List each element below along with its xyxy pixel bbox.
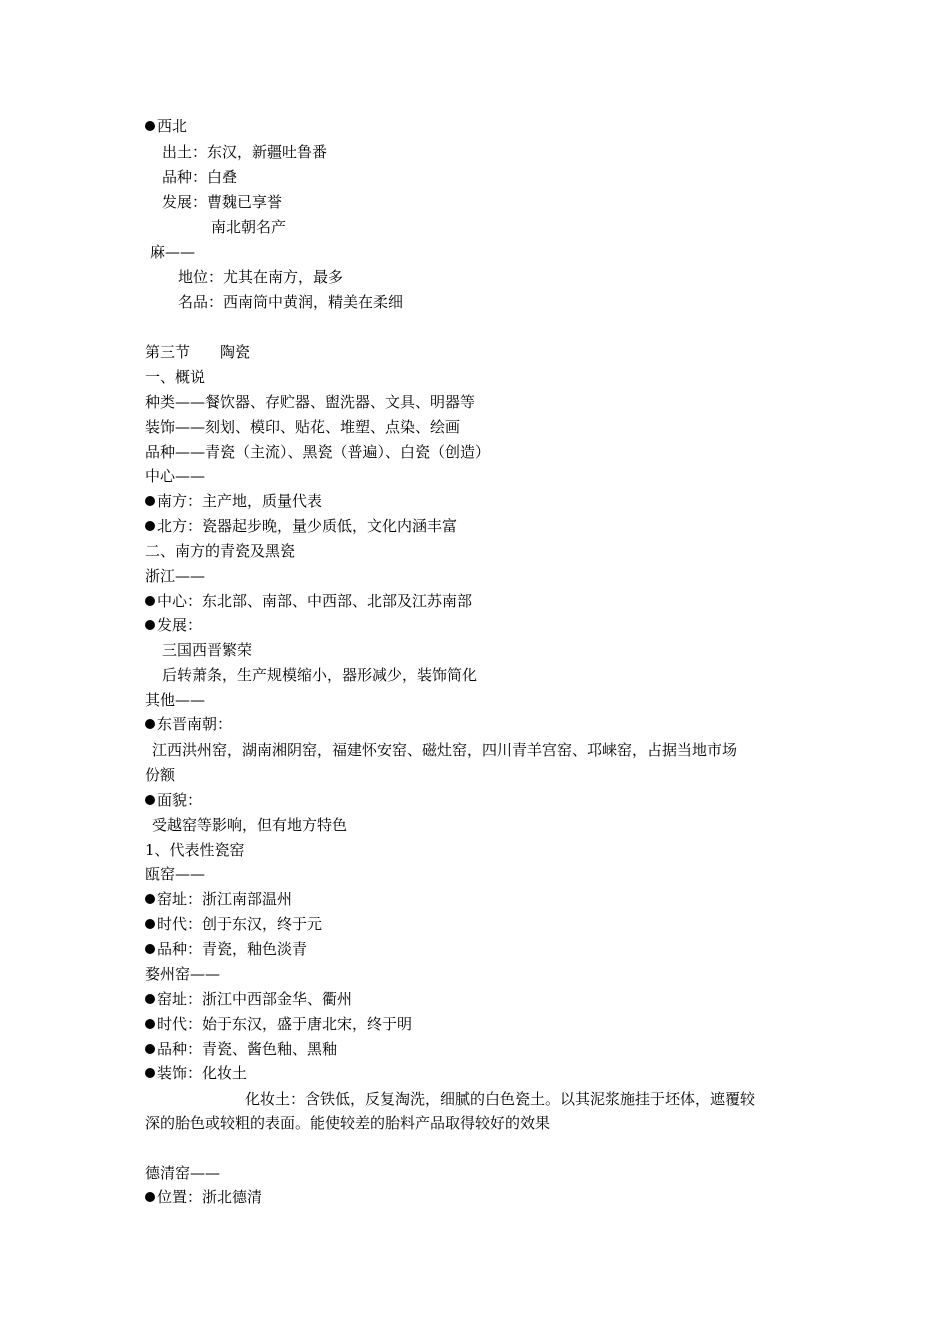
bullet-icon (145, 1068, 155, 1078)
line-text: 时代：始于东汉，盛于唐北宋，终于明 (157, 1015, 413, 1033)
line-qita (145, 690, 205, 710)
bullet-icon (145, 719, 155, 729)
bullet-icon (145, 121, 155, 131)
line-text: 名品：西南筒中黄润，精美在柔细 (178, 293, 404, 311)
line-text: 出土：东汉，新疆吐鲁番 (162, 143, 328, 161)
line-xibei (145, 116, 187, 136)
line-text: 品种——青瓷（主流）、黑瓷（普遍）、白瓷（创造） (145, 443, 491, 461)
subsection-heading-2 (145, 541, 295, 561)
line-fazhan (162, 192, 282, 212)
line-pinzhong-2 (145, 442, 490, 462)
line-beifang (145, 516, 457, 536)
line-ouyao (145, 864, 205, 884)
line-text: 北方：瓷器起步晚，量少质低，文化内涵丰富 (157, 517, 458, 535)
line-text: 中心：东北部、南部、中西部、北部及江苏南部 (157, 592, 473, 610)
bullet-icon (145, 1019, 155, 1029)
line-text: 深的胎色或较粗的表面。能使较差的胎料产品取得较好的效果 (145, 1114, 551, 1132)
line-shouyue (152, 815, 347, 835)
line-zhongxin-2 (145, 591, 472, 611)
line-huazhuangtu (245, 1089, 755, 1109)
line-shendetai (145, 1113, 550, 1133)
line-shidai-2 (145, 1014, 412, 1034)
line-pinzhong-3 (145, 939, 307, 959)
subsection-heading (145, 367, 205, 387)
line-text: 时代：创于东汉，终于元 (157, 915, 323, 933)
line-zhonglei (145, 392, 475, 412)
line-fene (145, 765, 175, 785)
line-text: 1、代表性瓷窑 (145, 841, 245, 859)
line-text: 窑址：浙江中西部金华、衢州 (157, 990, 353, 1008)
section-heading (145, 342, 250, 362)
line-text: 份额 (145, 766, 176, 784)
bullet-icon (145, 919, 155, 929)
line-diwei (178, 267, 343, 287)
line-text: 地位：尤其在南方，最多 (178, 268, 344, 286)
line-text: 南北朝名产 (211, 218, 287, 236)
line-text: 麻—— (150, 243, 196, 261)
line-text: 其他—— (145, 691, 206, 709)
line-text: 江西洪州窑，湖南湘阴窑，福建怀安窑、磁灶窑，四川青羊宫窑、邛崃窑，占据当地市场 (152, 741, 738, 759)
line-fazhan-2 (145, 615, 202, 635)
line-text: 窑址：浙江南部温州 (157, 890, 293, 908)
line-chutu (162, 142, 327, 162)
line-text: 面貌： (157, 791, 203, 809)
bullet-icon (145, 620, 155, 630)
line-wuzhou (145, 964, 220, 984)
line-text: 种类——餐饮器、存贮器、盥洗器、文具、明器等 (145, 393, 476, 411)
line-text: 后转萧条，生产规模缩小，器形减少，装饰简化 (162, 666, 478, 684)
bullet-icon (145, 1192, 155, 1202)
bullet-icon (145, 496, 155, 506)
line-text: 中心—— (145, 467, 206, 485)
line-text: 受越窑等影响，但有地方特色 (152, 816, 348, 834)
line-zhongxin (145, 466, 205, 486)
line-text: 第三节 陶瓷 (145, 343, 251, 361)
bullet-icon (145, 894, 155, 904)
subsection-heading-3 (145, 840, 245, 860)
line-text: 装饰：化妆土 (157, 1064, 248, 1082)
line-sanguo (162, 640, 252, 660)
line-mingpin (178, 292, 403, 312)
line-weizhi (145, 1187, 262, 1207)
line-text: 发展：曹魏已享誉 (162, 193, 283, 211)
line-pinzhong-4 (145, 1039, 337, 1059)
line-pinzhong (162, 167, 237, 187)
line-nanbeichao (211, 217, 286, 237)
line-text: 婺州窑—— (145, 965, 221, 983)
line-dongjin (145, 714, 232, 734)
bullet-icon (145, 944, 155, 954)
line-text: 位置：浙北德清 (157, 1188, 263, 1206)
line-text: 品种：青瓷、酱色釉、黑釉 (157, 1040, 338, 1058)
line-text: 西北 (157, 117, 188, 135)
line-text: 三国西晋繁荣 (162, 641, 253, 659)
bullet-icon (145, 994, 155, 1004)
line-text: 一、概说 (145, 368, 206, 386)
line-houzhuan (162, 665, 477, 685)
line-zhuangshi (145, 417, 460, 437)
line-text: 德清窑—— (145, 1164, 221, 1182)
bullet-icon (145, 596, 155, 606)
line-text: 东晋南朝： (157, 715, 233, 733)
line-text: 发展： (157, 616, 203, 634)
bullet-icon (145, 795, 155, 805)
line-yaozhi-2 (145, 989, 352, 1009)
line-text: 瓯窑—— (145, 865, 206, 883)
line-text: 浙江—— (145, 567, 206, 585)
line-deqing (145, 1163, 220, 1183)
line-mianmao (145, 790, 202, 810)
line-zhuangshi-2 (145, 1063, 247, 1083)
line-jiangxi (152, 740, 737, 760)
line-text: 化妆土：含铁低，反复淘洗，细腻的白色瓷土。以其泥浆施挂于坯体，遮覆较 (245, 1090, 756, 1108)
line-text: 二、南方的青瓷及黑瓷 (145, 542, 296, 560)
line-text: 品种：白叠 (162, 168, 238, 186)
line-shidai (145, 914, 322, 934)
line-ma (150, 242, 195, 262)
line-yaozhi (145, 889, 292, 909)
line-text: 南方：主产地，质量代表 (157, 492, 323, 510)
line-zhejiang (145, 566, 205, 586)
line-text: 品种：青瓷，釉色淡青 (157, 940, 308, 958)
bullet-icon (145, 1044, 155, 1054)
bullet-icon (145, 521, 155, 531)
line-nanfang (145, 491, 322, 511)
line-text: 装饰——刻划、模印、贴花、堆塑、点染、绘画 (145, 418, 461, 436)
